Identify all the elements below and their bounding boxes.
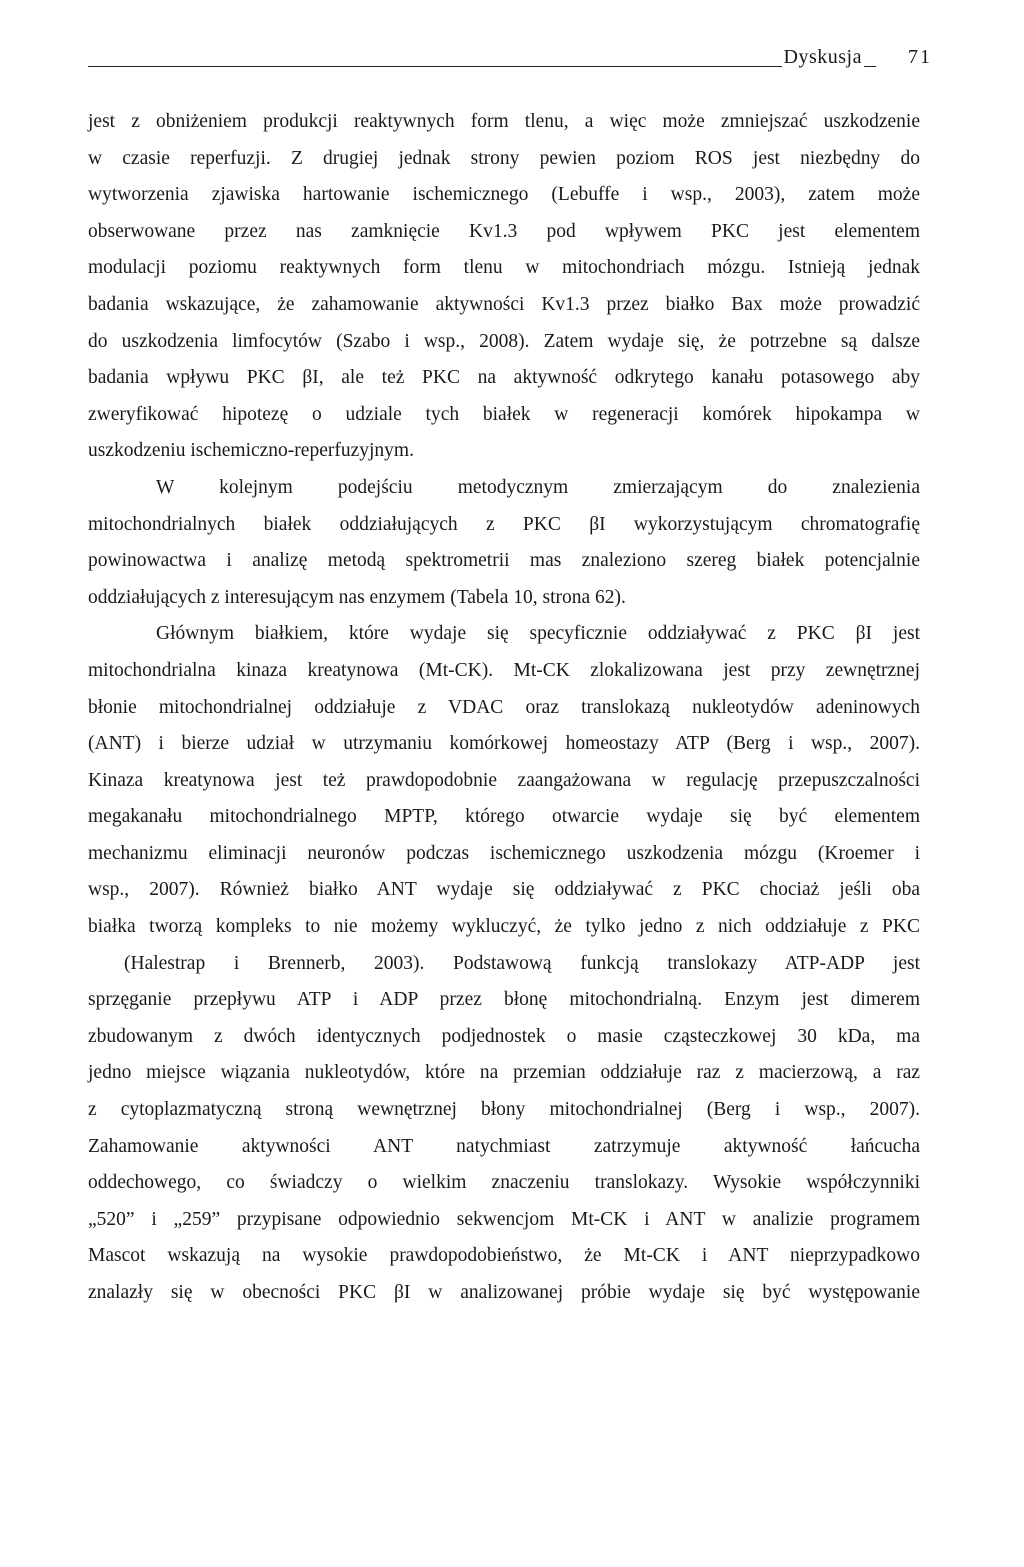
text-line: powinowactwa i analizę metodą spektrometrii mas znaleziono szereg białek potencjalnie: [88, 550, 920, 572]
text-line: badania wskazujące, że zahamowanie aktywności Kv1.3 przez białko Bax może prowadzić: [88, 293, 920, 315]
text-line: megakanału mitochondrialnego MPTP, którego otwarcie wydaje się być elementem: [88, 806, 920, 828]
text-line: badania wpływu PKC βI, ale też PKC na aktywność odkrytego kanału potasowego aby: [88, 367, 920, 389]
paragraph-first-line: W kolejnym podejściu metodycznym zmierzającym do znalezienia: [156, 476, 920, 498]
text-line: zbudowanym z dwóch identycznych podjednostek o masie cząsteczkowej 30 kDa, ma: [88, 1025, 920, 1047]
text-line: modulacji poziomu reaktywnych form tlenu w mitochondriach mózgu. Istnieją jednak: [88, 257, 920, 279]
text-line: białka tworzą kompleks to nie możemy wykluczyć, że tylko jedno z nich oddziałuje z PKC: [88, 916, 920, 938]
text-line: wytworzenia zjawiska hartowanie ischemicznego (Lebuffe i wsp., 2003), zatem może: [88, 184, 920, 206]
page-number: 71: [908, 46, 932, 68]
text-line: mechanizmu eliminacji neuronów podczas ischemicznego uszkodzenia mózgu (Kroemer i: [88, 842, 920, 864]
text-line: zweryfikować hipotezę o udziale tych białek w regeneracji komórek hipokampa w: [88, 403, 920, 425]
text-line: oddziałujących z interesującym nas enzymem (Tabela 10, strona 62).: [88, 586, 626, 608]
text-line: w czasie reperfuzji. Z drugiej jednak strony pewien poziom ROS jest niezbędny do: [88, 147, 920, 169]
text-line: (Halestrap i Brennerb, 2003). Podstawową funkcją translokazy ATP-ADP jest: [124, 952, 920, 974]
text-line: uszkodzeniu ischemiczno-reperfuzyjnym.: [88, 440, 414, 462]
text-line: (ANT) i bierze udział w utrzymaniu komórkowej homeostazy ATP (Berg i wsp., 2007).: [88, 733, 920, 755]
header-rule: [88, 66, 876, 67]
body-text: [88, 104, 920, 1312]
text-line: wsp., 2007). Również białko ANT wydaje się oddziaływać z PKC chociaż jeśli oba: [88, 879, 920, 901]
text-line: sprzęganie przepływu ATP i ADP przez błonę mitochondrialną. Enzym jest dimerem: [88, 989, 920, 1011]
text-line: znalazły się w obecności PKC βI w analizowanej próbie wydaje się być występowanie: [88, 1282, 920, 1303]
running-header: [88, 46, 932, 72]
text-line: Kinaza kreatynowa jest też prawdopodobnie zaangażowana w regulację przepuszczalności: [88, 769, 920, 791]
text-line: Zahamowanie aktywności ANT natychmiast zatrzymuje aktywność łańcucha: [88, 1135, 920, 1157]
text-line: oddechowego, co świadczy o wielkim znaczeniu translokazy. Wysokie współczynniki: [88, 1172, 920, 1194]
text-line: błonie mitochondrialnej oddziałuje z VDAC oraz translokazą nukleotydów adeninowych: [88, 696, 920, 718]
text-line: mitochondrialnych białek oddziałujących z PKC βI wykorzystującym chromatografię: [88, 513, 920, 535]
text-line: do uszkodzenia limfocytów (Szabo i wsp., 2008). Zatem wydaje się, że potrzebne są dalsze: [88, 330, 920, 352]
text-line: obserwowane przez nas zamknięcie Kv1.3 pod wpływem PKC jest elementem: [88, 220, 920, 242]
text-line: z cytoplazmatyczną stroną wewnętrznej błony mitochondrialnej (Berg i wsp., 2007).: [88, 1099, 920, 1121]
text-line: mitochondrialna kinaza kreatynowa (Mt-CK). Mt-CK zlokalizowana jest przy zewnętrznej: [88, 659, 920, 681]
text-line: jedno miejsce wiązania nukleotydów, które na przemian oddziałuje raz z macierzową, a raz: [88, 1062, 920, 1084]
section-title: Dyskusja: [783, 46, 862, 68]
text-line: „520” i „259” przypisane odpowiednio sekwencjom Mt-CK i ANT w analizie programem: [88, 1208, 920, 1230]
text-line: jest z obniżeniem produkcji reaktywnych form tlenu, a więc może zmniejszać uszkodzenie: [88, 111, 920, 132]
paragraph-first-line: Głównym białkiem, które wydaje się specyficznie oddziaływać z PKC βI jest: [156, 623, 920, 645]
text-line: Mascot wskazują na wysokie prawdopodobieństwo, że Mt-CK i ANT nieprzypadkowo: [88, 1245, 920, 1267]
